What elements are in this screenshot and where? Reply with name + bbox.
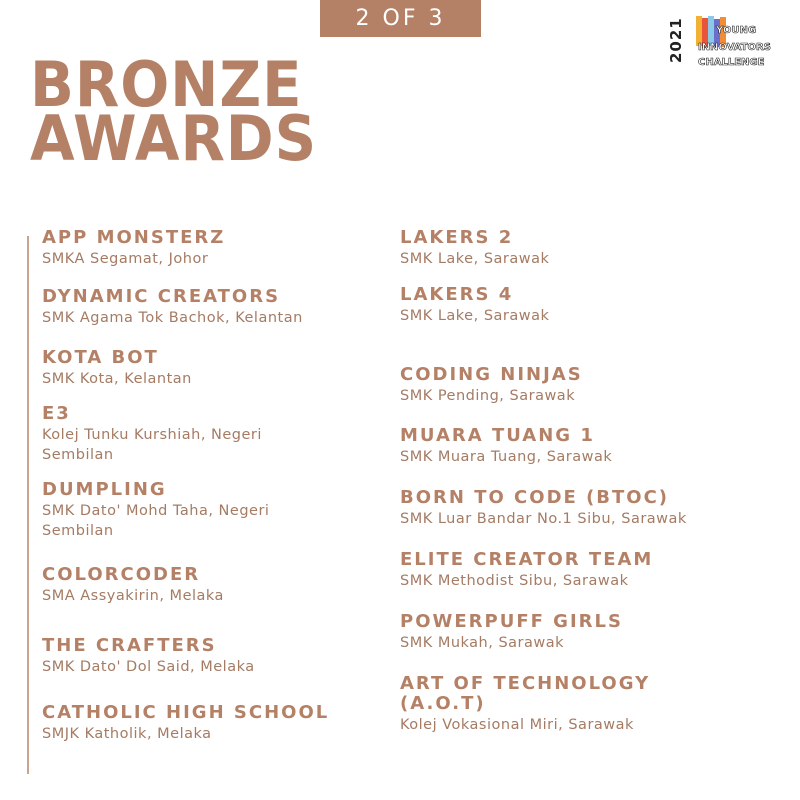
team-name: ART OF TECHNOLOGY (A.O.T) xyxy=(400,673,651,714)
team-name: POWERPUFF GIRLS xyxy=(400,611,623,632)
school-name: SMK Lake, Sarawak xyxy=(400,308,550,324)
team-name: BORN TO CODE (BTOC) xyxy=(400,487,670,508)
award-entry xyxy=(42,703,372,744)
team-name: KOTA BOT xyxy=(42,347,159,368)
award-entry xyxy=(42,404,317,465)
team-name: ELITE CREATOR TEAM xyxy=(400,549,654,570)
page-indicator: 2 OF 3 xyxy=(320,0,481,37)
school-name: SMK Luar Bandar No.1 Sibu, Sarawak xyxy=(400,511,687,527)
team-name: THE CRAFTERS xyxy=(42,635,217,656)
logo-graphic xyxy=(692,14,778,72)
logo-text-innovators: INNOVATORS xyxy=(698,42,771,53)
team-name: DYNAMIC CREATORS xyxy=(42,286,281,307)
award-entry xyxy=(42,287,372,328)
school-name: SMA Assyakirin, Melaka xyxy=(42,588,224,604)
team-name: LAKERS 2 xyxy=(400,227,514,248)
page-title xyxy=(30,48,318,175)
award-entry xyxy=(400,612,760,653)
school-name: SMK Mukah, Sarawak xyxy=(400,635,565,651)
logo-year: 2021 xyxy=(667,17,685,63)
award-entry xyxy=(400,426,760,467)
school-name: SMK Pending, Sarawak xyxy=(400,388,576,404)
award-entry xyxy=(42,565,362,606)
school-name: SMK Kota, Kelantan xyxy=(42,371,192,387)
award-entry xyxy=(400,285,760,326)
award-entry xyxy=(400,228,760,269)
award-entry xyxy=(42,228,362,269)
school-name: Kolej Tunku Kurshiah, Negeri Sembilan xyxy=(42,427,262,463)
team-name: CODING NINJAS xyxy=(400,364,583,385)
school-name: Kolej Vokasional Miri, Sarawak xyxy=(400,717,634,733)
school-name: SMJK Katholik, Melaka xyxy=(42,726,212,742)
award-entry xyxy=(42,480,317,541)
school-name: SMK Dato' Mohd Taha, Negeri Sembilan xyxy=(42,503,270,539)
team-name: DUMPLING xyxy=(42,479,167,500)
team-name: E3 xyxy=(42,403,71,424)
team-name: COLORCODER xyxy=(42,564,201,585)
school-name: SMK Methodist Sibu, Sarawak xyxy=(400,573,629,589)
title-line-1: BRONZE xyxy=(30,48,303,121)
logo-text-challenge: CHALLENGE xyxy=(698,57,765,68)
school-name: SMKA Segamat, Johor xyxy=(42,251,209,267)
school-name: SMK Dato' Dol Said, Melaka xyxy=(42,659,255,675)
team-name: MUARA TUANG 1 xyxy=(400,425,595,446)
award-entry xyxy=(400,488,790,529)
team-name: APP MONSTERZ xyxy=(42,227,226,248)
team-name: CATHOLIC HIGH SCHOOL xyxy=(42,702,330,723)
title-line-2: AWARDS xyxy=(30,102,318,175)
logo-text-young: YOUNG xyxy=(716,25,757,36)
award-entry xyxy=(400,550,760,591)
school-name: SMK Agama Tok Bachok, Kelantan xyxy=(42,310,303,326)
event-logo xyxy=(660,14,780,74)
award-entry xyxy=(400,365,760,406)
school-name: SMK Lake, Sarawak xyxy=(400,251,550,267)
column-divider xyxy=(27,236,29,774)
award-entry xyxy=(42,636,362,677)
award-entry xyxy=(400,674,760,735)
award-entry xyxy=(42,348,362,389)
team-name: LAKERS 4 xyxy=(400,284,514,305)
school-name: SMK Muara Tuang, Sarawak xyxy=(400,449,613,465)
